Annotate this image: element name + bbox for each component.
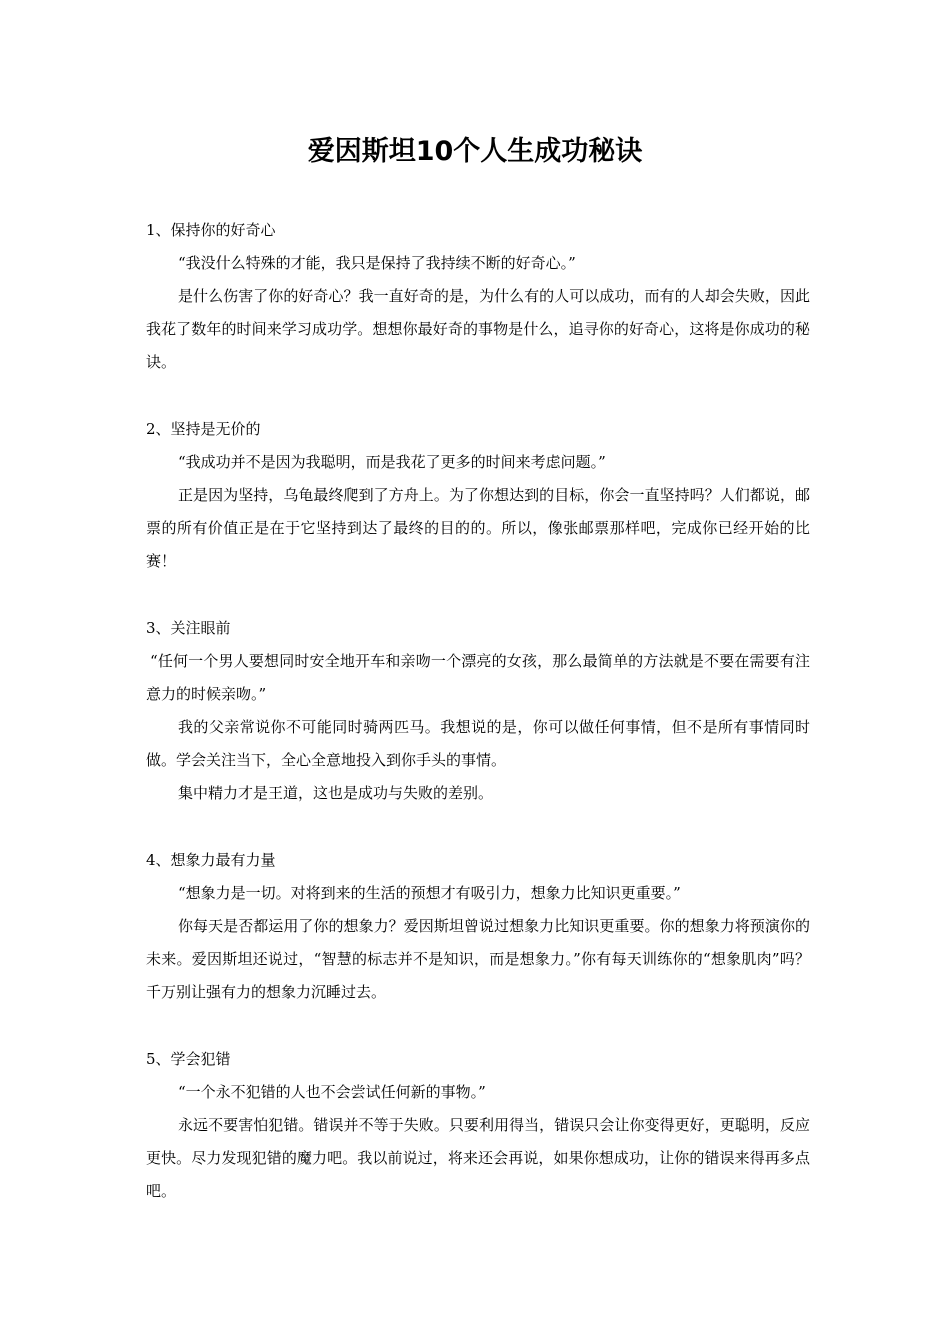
section-curiosity	[146, 214, 810, 379]
section-quote: “我成功并不是因为我聪明，而是我花了更多的时间来考虑问题。”	[178, 453, 606, 471]
section-quote: “任何一个男人要想同时安全地开车和亲吻一个漂亮的女孩，那么最简单的方法就是不要在需要有注意力的时候亲吻。”	[146, 652, 810, 703]
section-mistakes	[146, 1043, 810, 1208]
section-heading: 2、坚持是无价的	[146, 420, 261, 438]
section-heading: 1、保持你的好奇心	[146, 221, 276, 239]
section-imagination	[146, 844, 810, 1009]
section-heading: 5、学会犯错	[146, 1050, 231, 1068]
section-heading: 4、想象力最有力量	[146, 851, 276, 869]
section-paragraph: 是什么伤害了你的好奇心？我一直好奇的是，为什么有的人可以成功，而有的人却会失败，因此我花了数年的时间来学习成功学。想想你最好奇的事物是什么，追寻你的好奇心，这将是你成功的秘诀。	[146, 287, 810, 371]
section-persistence	[146, 413, 810, 578]
section-focus	[146, 612, 810, 810]
section-paragraph: 正是因为坚持，乌龟最终爬到了方舟上。为了你想达到的目标，你会一直坚持吗？人们都说，邮票的所有价值正是在于它坚持到达了最终的目的的。所以，像张邮票那样吧，完成你已经开始的比赛！	[146, 486, 810, 570]
document-body	[146, 214, 810, 1242]
section-quote: “我没什么特殊的才能，我只是保持了我持续不断的好奇心。”	[178, 254, 576, 272]
document-title: 爱因斯坦10个人生成功秘诀	[307, 136, 643, 167]
section-quote: “一个永不犯错的人也不会尝试任何新的事物。”	[178, 1083, 486, 1101]
section-heading: 3、关注眼前	[146, 619, 231, 637]
section-quote: “想象力是一切。对将到来的生活的预想才有吸引力，想象力比知识更重要。”	[178, 884, 681, 902]
section-paragraph: 永远不要害怕犯错。错误并不等于失败。只要利用得当，错误只会让你变得更好，更聪明，反应更快。尽力发现犯错的魔力吧。我以前说过，将来还会再说，如果你想成功，让你的错误来得再多点吧。	[146, 1116, 810, 1200]
section-paragraph: 你每天是否都运用了你的想象力？爱因斯坦曾说过想象力比知识更重要。你的想象力将预演你的未来。爱因斯坦还说过，“智慧的标志并不是知识，而是想象力。”你有每天训练你的“想象肌肉”吗？千万别让强有力的想象力沉睡过去。	[146, 917, 810, 1001]
section-paragraph: 集中精力才是王道，这也是成功与失败的差别。	[178, 784, 494, 802]
section-paragraph: 我的父亲常说你不可能同时骑两匹马。我想说的是，你可以做任何事情，但不是所有事情同时做。学会关注当下，全心全意地投入到你手头的事情。	[146, 718, 810, 769]
